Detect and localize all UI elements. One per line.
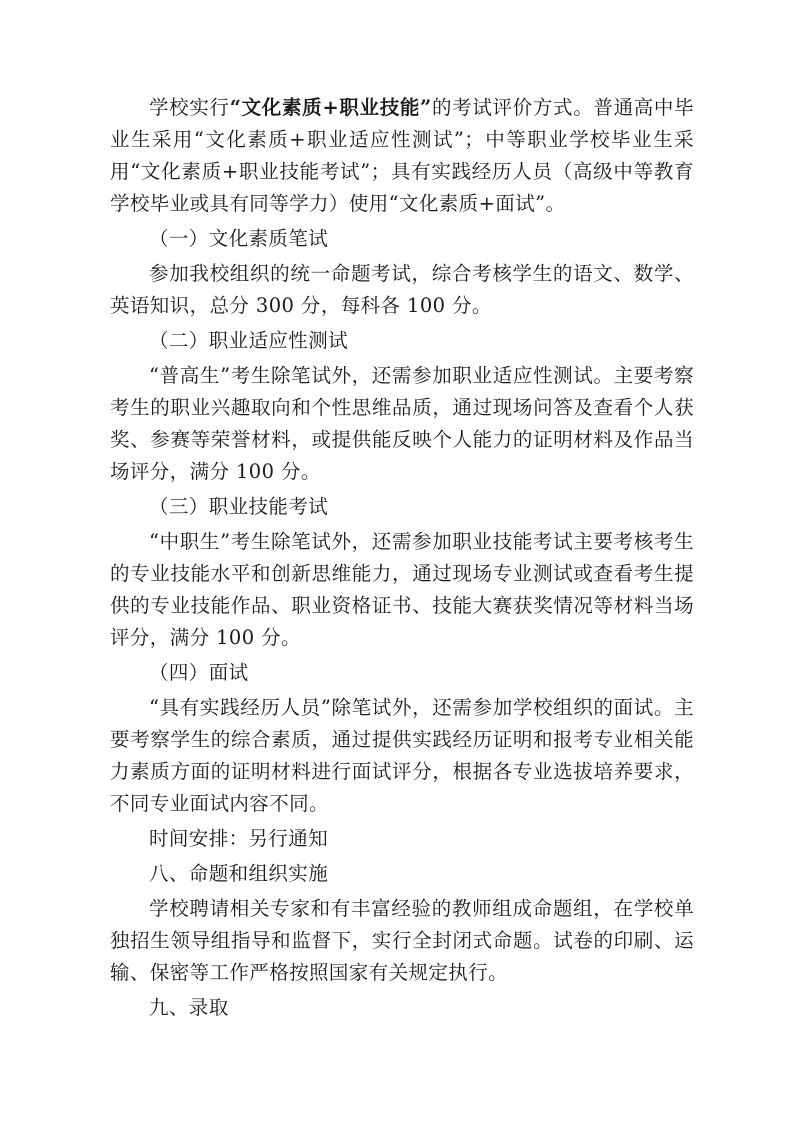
section3-heading: （三）职业技能考试: [149, 495, 329, 518]
section8-heading: 八、命题和组织实施: [149, 862, 329, 885]
section2-heading: （二）职业适应性测试: [149, 329, 349, 352]
intro-paragraph: [110, 92, 694, 220]
schedule-line: 时间安排：另行通知: [149, 827, 329, 850]
section9-heading: 九、录取: [149, 996, 229, 1019]
intro-lead: 学校实行: [149, 96, 230, 119]
document-body: [110, 92, 694, 1027]
section3-paragraph: “中职生”考生除笔试外，还需参加职业技能考试主要考核考生的专业技能水平和创新思维能力，通过现场专业测试或查看考生提供的专业技能作品、职业资格证书、技能大赛获奖情况等材料当场评分，满分 100 分。: [110, 530, 694, 649]
section4-paragraph: “具有实践经历人员”除笔试外，还需参加学校组织的面试。主要考察学生的综合素质，通过提供实践经历证明和报考专业相关能力素质方面的证明材料进行面试评分，根据各专业选拔培养要求，不同专业面试内容不同。: [110, 696, 694, 815]
intro-emphasis: “文化素质+职业技能”: [229, 96, 432, 119]
section1-paragraph: 参加我校组织的统一命题考试，综合考核学生的语文、数学、英语知识，总分 300 分，每科各 100 分。: [110, 262, 694, 317]
section2-paragraph: “普高生”考生除笔试外，还需参加职业适应性测试。主要考察考生的职业兴趣取向和个性思维品质，通过现场问答及查看个人获奖、参赛等荣誉材料，或提供能反映个人能力的证明材料及作品当场评分，满分 100 分。: [110, 364, 694, 483]
intro-rest: 的考试评价方式。普通高中毕业生采用“文化素质+职业适应性测试”；中等职业学校毕业生采用“文化素质+职业技能考试”；具有实践经历人员（高级中等教育学校毕业或具有同等学力）使用“文化素质+面试”。: [110, 96, 695, 215]
section1-heading: （一）文化素质笔试: [149, 227, 329, 250]
section8-paragraph: 学校聘请相关专家和有丰富经验的教师组成命题组，在学校单独招生领导组指导和监督下，实行全封闭式命题。试卷的印刷、运输、保密等工作严格按照国家有关规定执行。: [110, 897, 694, 984]
section4-heading: （四）面试: [149, 661, 249, 684]
